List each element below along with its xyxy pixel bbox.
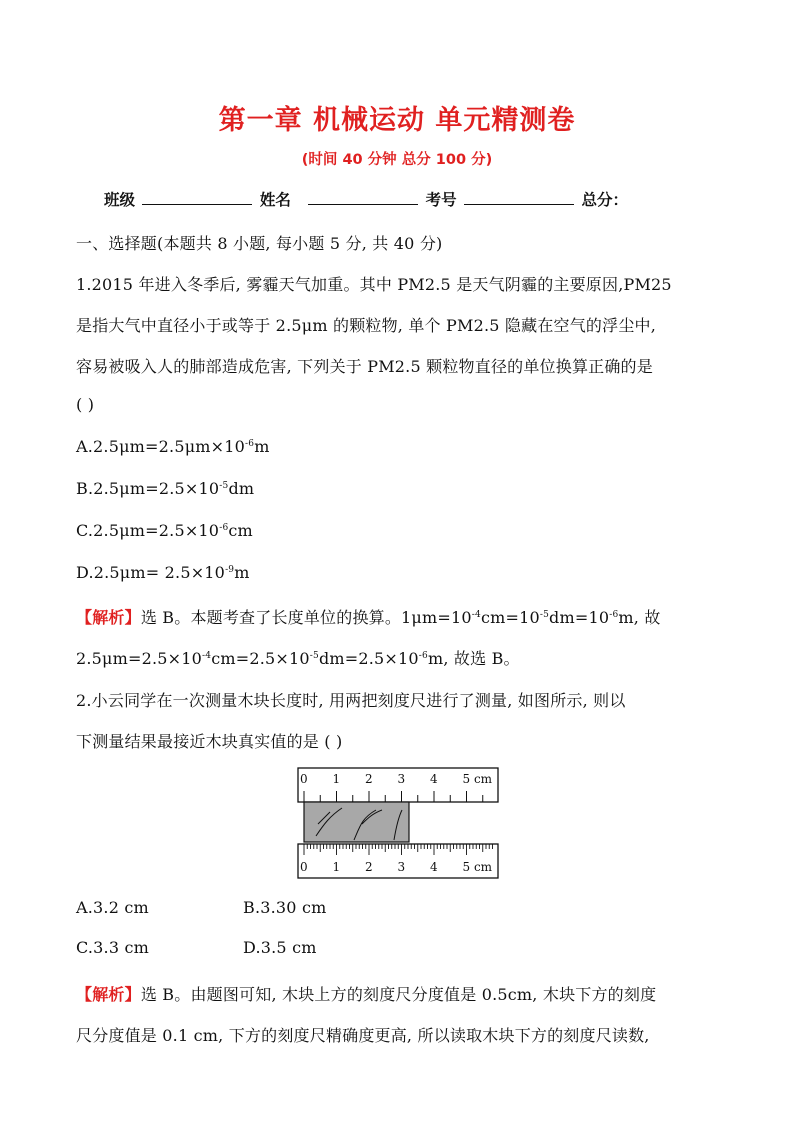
ruler-label: 3 [397, 772, 406, 786]
ruler-label: 1 [332, 772, 341, 786]
q2-analysis-line2: 尺分度值是 0.1 cm, 下方的刻度尺精确度更高, 所以读取木块下方的刻度尺读数, [76, 1026, 650, 1045]
q1-option-d: $D.2.5\mu m= 2.5\times 10^{-9}m$ [76, 563, 250, 582]
q2-option-a: A.3.2 cm [76, 898, 149, 917]
q2-text-line1: 2.小云同学在一次测量木块长度时, 用两把刻度尺进行了测量, 如图所示, 则以 [76, 691, 626, 710]
ruler-label: 4 [430, 860, 438, 874]
q1-option-a: $A.2.5\mu m=2.5\mu m\times 10^{-6}m$ [76, 437, 270, 456]
analysis-label: 【解析】 [76, 608, 141, 627]
ruler-figure [296, 766, 502, 884]
q1-text-line2: 是指大气中直径小于或等于 2.5μm 的颗粒物, 单个 PM2.5 隐藏在空气的浮尘中, [76, 316, 657, 335]
ruler-label: 0 [300, 860, 308, 874]
ruler-label: 1 [332, 860, 341, 874]
number-field[interactable] [464, 189, 574, 205]
ruler-label: 5 cm [462, 772, 493, 786]
ruler-label: 2 [365, 772, 373, 786]
ruler-label: 2 [365, 860, 373, 874]
q1-text-line1: 1.2015 年进入冬季后, 雾霾天气加重。其中 PM2.5 是天气阴霾的主要原因,PM25 [76, 275, 672, 294]
total-label: 总分： [581, 191, 628, 209]
class-label: 班级 [104, 191, 136, 209]
page-title: 第一章 机械运动 单元精测卷 [218, 105, 576, 136]
q2-text-line2: 下测量结果最接近木块真实值的是 ( ) [76, 732, 343, 751]
q1-option-b: $B.2.5\mu m=2.5\times 10^{-5}dm$ [76, 479, 255, 498]
name-field[interactable] [308, 189, 418, 205]
class-field[interactable] [142, 189, 252, 205]
section-heading: 一、选择题(本题共 8 小题, 每小题 5 分, 共 40 分) [76, 234, 443, 253]
ruler-diagram [296, 766, 502, 880]
q2-option-d: D.3.5 cm [243, 938, 317, 957]
q1-option-c: $C.2.5\mu m=2.5\times 10^{-6}cm$ [76, 521, 253, 540]
q1-analysis-line1: 【解析】选 B。本题考查了长度单位的换算。$1\mu m=10^{-4}cm=10^{-5}dm=10^{-6}m$, 故 [76, 608, 661, 627]
q2-analysis-line1: 【解析】选 B。由题图可知, 木块上方的刻度尺分度值是 0.5cm, 木块下方的刻度 [76, 985, 657, 1004]
exam-time-info: (时间 40 分钟 总分 100 分) [301, 152, 493, 168]
q1-answer-paren: ( ) [76, 395, 95, 414]
q1-text-line3: 容易被吸入人的肺部造成危害, 下列关于 PM2.5 颗粒物直径的单位换算正确的是 [76, 357, 653, 376]
ruler-label: 5 cm [462, 860, 493, 874]
ruler-label: 0 [300, 772, 308, 786]
name-label: 姓名 [259, 191, 291, 209]
q2-option-b: B.3.30 cm [243, 898, 327, 917]
number-label: 考号 [425, 191, 457, 209]
q2-option-c: C.3.3 cm [76, 938, 150, 957]
q1-analysis-line2: $2.5\mu m=2.5\times 10^{-4}cm=2.5\times 10^{-5}dm=2.5\times 10^{-6}m$, 故选 B。 [76, 649, 520, 668]
ruler-label: 3 [397, 860, 406, 874]
analysis-label: 【解析】 [76, 985, 141, 1004]
student-info-row [104, 188, 628, 210]
ruler-label: 4 [430, 772, 438, 786]
